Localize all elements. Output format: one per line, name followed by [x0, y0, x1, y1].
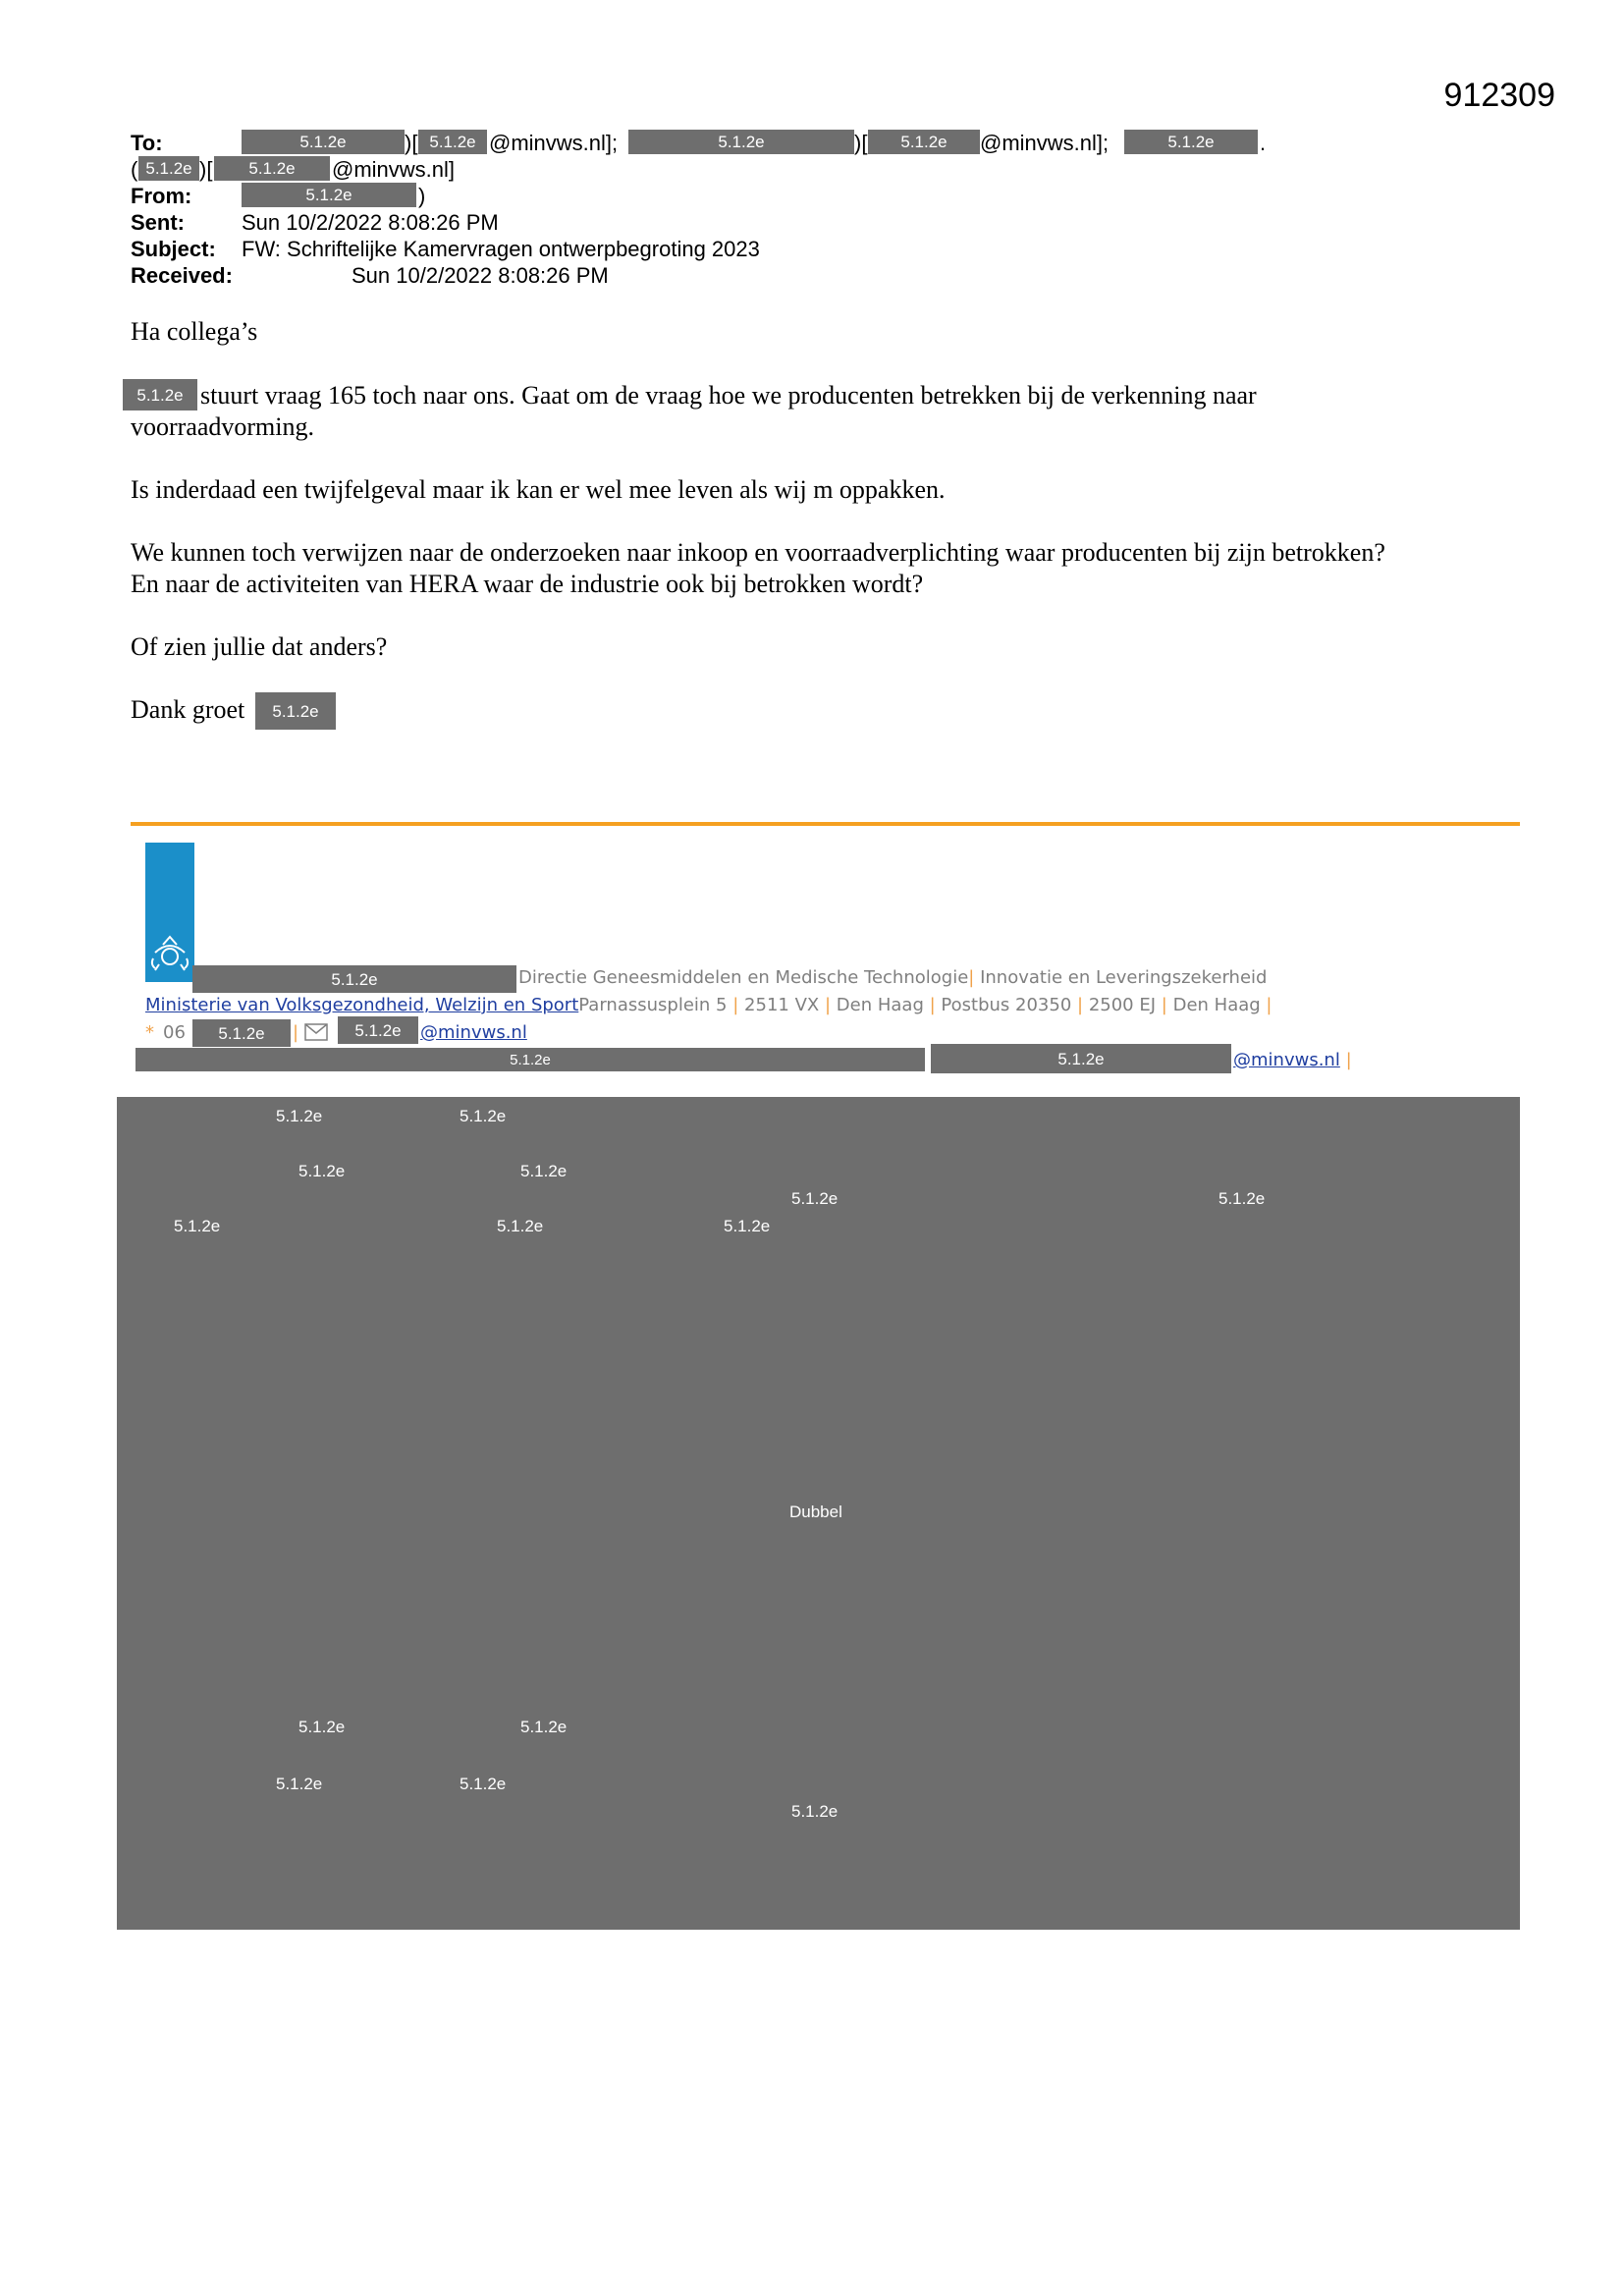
redaction: 5.1.2e	[192, 1019, 291, 1047]
redaction: 5.1.2e	[255, 692, 336, 730]
body-paragraph-2: Is inderdaad een twijfelgeval maar ik kan er wel mee leven als wij m oppakken.	[131, 475, 946, 504]
body-paragraph-3-line-1: We kunnen toch verwijzen naar de onderzoeken naar inkoop en voorraadverplichting waar producenten bij zijn betrokken?	[131, 538, 1385, 567]
phone-icon: *	[145, 1022, 154, 1043]
redaction: 5.1.2e	[1124, 130, 1258, 154]
to-label: To:	[131, 131, 163, 155]
block-center-label: Dubbel	[789, 1503, 842, 1521]
body-paragraph-4: Of zien jullie dat anders?	[131, 632, 388, 661]
redaction: 5.1.2e	[628, 130, 854, 154]
subject-label: Subject:	[131, 237, 216, 261]
crown-crest-icon	[145, 843, 194, 982]
redaction: 5.1.2e	[242, 183, 416, 207]
document-number: 912309	[1443, 77, 1555, 114]
redaction-label: 5.1.2e	[276, 1775, 323, 1793]
signature-department: Directie Geneesmiddelen en Medische Technologie	[518, 967, 969, 988]
ministry-logo	[145, 843, 194, 982]
redaction: 5.1.2e	[192, 965, 516, 993]
redaction-label: 5.1.2e	[276, 1107, 323, 1125]
redaction-label: 5.1.2e	[791, 1189, 839, 1208]
redaction-label: 5.1.2e	[520, 1162, 568, 1180]
email-domain: @minvws.nl]	[332, 157, 456, 182]
ministry-link[interactable]: Ministerie van Volksgezondheid, Welzijn en Sport	[145, 995, 579, 1015]
body-paragraph-1-line-1: stuurt vraag 165 toch naar ons. Gaat om de vraag hoe we producenten betrekken bij de verkenning naar	[200, 381, 1257, 410]
received-value: Sun 10/2/2022 8:08:26 PM	[352, 263, 609, 288]
redaction: 5.1.2e	[214, 156, 330, 181]
email-link[interactable]: @minvws.nl	[420, 1022, 527, 1043]
redaction-label: 5.1.2e	[298, 1162, 346, 1180]
redacted-block	[117, 1097, 1520, 1930]
body-paragraph-1-line-2: voorraadvorming.	[131, 412, 315, 441]
redaction: 5.1.2e	[138, 156, 199, 181]
redaction-label: 5.1.2e	[298, 1718, 346, 1736]
email-link-2[interactable]: @minvws.nl	[1233, 1050, 1340, 1070]
signature-divider	[131, 822, 1520, 826]
redaction: 5.1.2e	[418, 130, 487, 154]
mail-icon	[304, 1023, 328, 1046]
signature-unit: Innovatie en Leveringszekerheid	[980, 967, 1268, 988]
redaction-label: 5.1.2e	[1218, 1189, 1266, 1208]
sent-label: Sent:	[131, 210, 185, 235]
redaction-label: 5.1.2e	[460, 1775, 507, 1793]
redaction: 5.1.2e	[135, 1048, 925, 1071]
redaction-label: 5.1.2e	[497, 1217, 544, 1235]
from-label: From:	[131, 184, 192, 208]
redaction: 5.1.2e	[338, 1016, 418, 1044]
closing: Dank groet	[131, 695, 245, 724]
redaction: 5.1.2e	[123, 379, 197, 410]
email-domain: @minvws.nl];	[489, 131, 619, 155]
redaction-label: 5.1.2e	[520, 1718, 568, 1736]
email-domain: @minvws.nl];	[980, 131, 1110, 155]
body-paragraph-3-line-2: En naar de activiteiten van HERA waar de industrie ook bij betrokken wordt?	[131, 570, 924, 598]
redaction-label: 5.1.2e	[791, 1802, 839, 1821]
greeting: Ha collega’s	[131, 317, 258, 346]
redaction-label: 5.1.2e	[460, 1107, 507, 1125]
subject-value: FW: Schriftelijke Kamervragen ontwerpbegroting 2023	[242, 237, 760, 261]
redaction: 5.1.2e	[868, 130, 980, 154]
received-label: Received:	[131, 263, 233, 288]
phone-prefix: 06	[163, 1022, 186, 1043]
redaction-label: 5.1.2e	[174, 1217, 221, 1235]
redaction: 5.1.2e	[242, 130, 405, 154]
redaction: 5.1.2e	[931, 1044, 1231, 1073]
sent-value: Sun 10/2/2022 8:08:26 PM	[242, 210, 499, 235]
redaction-label: 5.1.2e	[724, 1217, 771, 1235]
